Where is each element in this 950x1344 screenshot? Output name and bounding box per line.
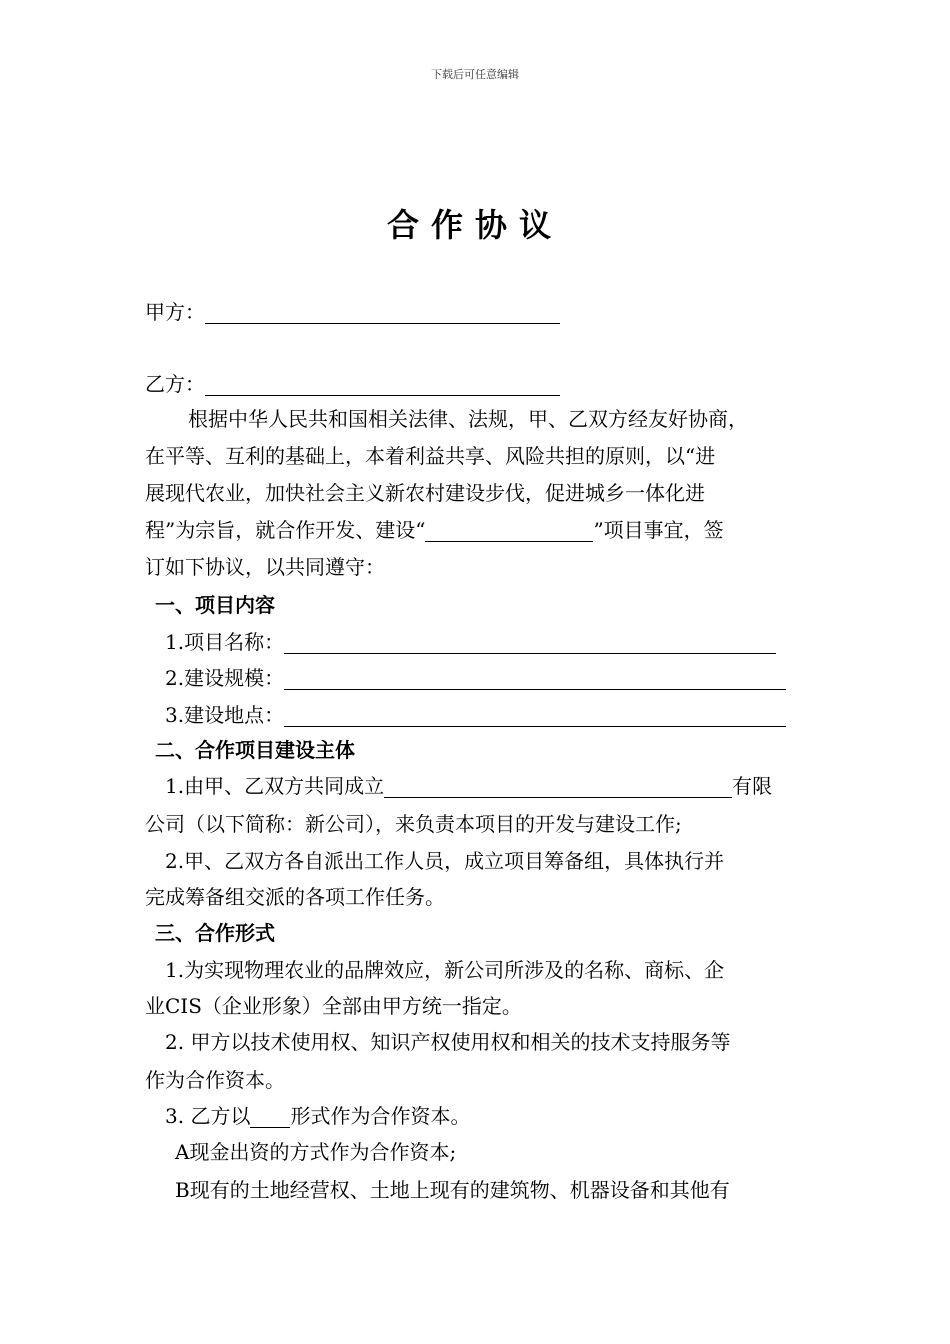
intro-line-4 [145, 518, 724, 542]
construction-scale-line [165, 666, 786, 690]
construction-scale-label: 2.建设规模： [165, 666, 285, 690]
construction-scale-field[interactable] [284, 667, 786, 690]
section-3-p2-line: 2. 甲方以技术使用权、知识产权使用权和相关的技术支持服务等 [165, 1030, 731, 1054]
section-2-p1-end: 有限 [732, 774, 773, 798]
construction-site-field[interactable] [284, 704, 786, 727]
section-3-p1-line: 1.为实现物理农业的品牌效应，新公司所涉及的名称、商标、企 [165, 958, 725, 982]
section-2-p1-line [165, 774, 772, 798]
section-3-p3-line [165, 1104, 470, 1128]
construction-site-label: 3.建设地点： [165, 703, 285, 727]
party-b-label: 乙方： [145, 372, 205, 396]
document-title: 合作协议 [386, 206, 563, 244]
party-a-blank[interactable] [205, 301, 560, 324]
section-1-heading: 一、项目内容 [155, 593, 275, 617]
intro-line-2: 在平等、互利的基础上，本着利益共享、风险共担的原则，以“进 [145, 444, 716, 468]
intro-line-3: 展现代农业，加快社会主义新农村建设步伐，促进城乡一体化进 [145, 481, 705, 505]
party-b-line [145, 372, 560, 396]
section-3-p2-cont: 作为合作资本。 [145, 1068, 285, 1092]
project-name-blank[interactable] [425, 519, 593, 542]
section-2-heading: 二、合作项目建设主体 [155, 738, 355, 762]
company-name-blank[interactable] [384, 775, 732, 798]
section-3-heading: 三、合作形式 [155, 921, 275, 945]
section-2-p2-cont: 完成筹备组交派的各项工作任务。 [145, 885, 445, 909]
section-2-p2-line: 2.甲、乙双方各自派出工作人员，成立项目筹备组，具体执行并 [165, 849, 725, 873]
option-b: B现有的土地经营权、土地上现有的建筑物、机器设备和其他有 [175, 1178, 730, 1202]
party-a-label: 甲方： [145, 300, 205, 324]
project-name-line [165, 630, 776, 654]
section-3-p3-start: 3. 乙方以 [165, 1104, 251, 1128]
section-2-p1-start: 1.由甲、乙双方共同成立 [165, 774, 385, 798]
header-note: 下载后可任意编辑 [431, 68, 519, 81]
section-3-p1-cont: 业CIS（企业形象）全部由甲方统一指定。 [145, 994, 522, 1018]
section-2-p1-cont: 公司（以下简称：新公司），来负责本项目的开发与建设工作; [145, 812, 682, 836]
capital-form-blank[interactable] [250, 1105, 290, 1128]
party-b-blank[interactable] [205, 373, 560, 396]
option-a: A现金出资的方式作为合作资本; [175, 1140, 457, 1164]
section-3-p3-end: 形式作为合作资本。 [290, 1104, 471, 1128]
intro-line-4-start: 程”为宗旨，就合作开发、建设“ [145, 518, 426, 542]
intro-line-4-end: ”项目事宜，签 [593, 518, 724, 542]
party-a-line [145, 300, 560, 324]
construction-site-line [165, 703, 786, 727]
project-name-label: 1.项目名称： [165, 630, 285, 654]
intro-line-1: 根据中华人民共和国相关法律、法规，甲、乙双方经友好协商， [188, 407, 748, 431]
project-name-field[interactable] [284, 631, 776, 654]
intro-line-5: 订如下协议，以共同遵守： [145, 555, 385, 579]
